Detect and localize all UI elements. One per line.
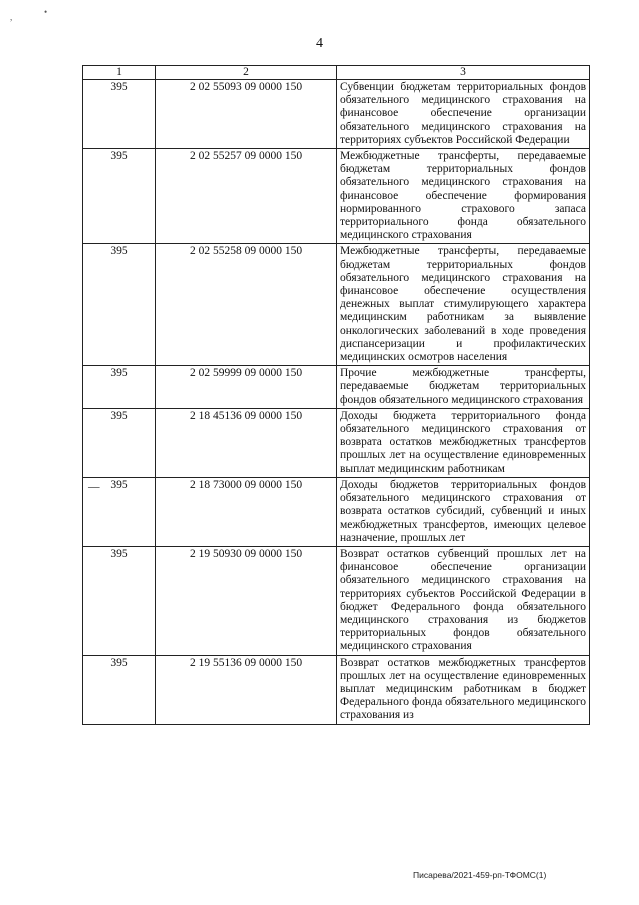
table-row [83, 366, 590, 409]
admin-code-cell [83, 244, 156, 366]
budget-classification-code: 2 18 73000 09 0000 150 [156, 477, 337, 546]
column-header: 1 [83, 66, 156, 80]
revenue-description: Возврат остатков межбюджетных трансфертов прошлых лет на осуществление единовременных выплат медицинским работникам в бюджет Федерального фонда обязательного медицинского страхования из [337, 655, 590, 724]
revenue-description: Субвенции бюджетам территориальных фондов обязательного медицинского страхования на финансовое обеспечение организации обязательного медицинского страхования на территориях субъектов Российской Федерации [337, 80, 590, 149]
column-header: 3 [337, 66, 590, 80]
table-header-row [83, 66, 590, 80]
table-row [83, 244, 590, 366]
budget-classification-code: 2 19 50930 09 0000 150 [156, 546, 337, 655]
admin-code-cell [83, 80, 156, 149]
admin-code-cell [83, 366, 156, 409]
admin-code: 395 [110, 409, 128, 422]
admin-code: 395 [110, 547, 128, 560]
budget-classification-code: 2 02 55258 09 0000 150 [156, 244, 337, 366]
table-row [83, 408, 590, 477]
table-row [83, 655, 590, 724]
scan-mark: , [10, 12, 13, 22]
table-row [83, 149, 590, 244]
budget-codes-table [82, 65, 590, 725]
admin-code: 395 [110, 367, 128, 380]
column-header: 2 [156, 66, 337, 80]
admin-code-cell [83, 546, 156, 655]
scan-mark: • [44, 7, 48, 17]
revenue-description: Межбюджетные трансферты, передаваемые бюджетам территориальных фондов обязательного медицинского страхования на финансовое обеспечение осуществления денежных выплат стимулирующего характера медицинским работникам за выявление онкологических заболеваний в ходе проведения диспансеризации и профилактических медицинских осмотров населения [337, 244, 590, 366]
revenue-description: Возврат остатков субвенций прошлых лет на финансовое обеспечение организации обязательного медицинского страхования на территориях субъектов Российской Федерации в бюджет Федерального фонда обязательного медицинского страхования из бюджетов территориальных фондов обязательного медицинского страхования [337, 546, 590, 655]
revenue-description: Межбюджетные трансферты, передаваемые бюджетам территориальных фондов обязательного медицинского страхования на финансовое обеспечение формирования нормированного страхового запаса территориального фонда обязательного медицинского страхования [337, 149, 590, 244]
margin-dash: — [88, 480, 100, 493]
admin-code-cell [83, 655, 156, 724]
table-row [83, 477, 590, 546]
budget-classification-code: 2 02 55093 09 0000 150 [156, 80, 337, 149]
document-footer: Писарева/2021-459-рп-ТФОМС(1) [413, 870, 547, 880]
admin-code-cell [83, 477, 156, 546]
admin-code: 395 [110, 245, 128, 258]
revenue-description: Прочие межбюджетные трансферты, передаваемые бюджетам территориальных фондов обязательного медицинского страхования [337, 366, 590, 409]
budget-classification-code: 2 02 59999 09 0000 150 [156, 366, 337, 409]
revenue-description: Доходы бюджета территориального фонда обязательного медицинского страхования от возврата остатков межбюджетных трансфертов прошлых лет на осуществление единовременных выплат медицинским работникам [337, 408, 590, 477]
page-number: 4 [316, 36, 323, 51]
table-row [83, 80, 590, 149]
budget-classification-code: 2 02 55257 09 0000 150 [156, 149, 337, 244]
table-row [83, 546, 590, 655]
table-body [83, 80, 590, 725]
budget-classification-code: 2 18 45136 09 0000 150 [156, 408, 337, 477]
budget-classification-code: 2 19 55136 09 0000 150 [156, 655, 337, 724]
admin-code: 395 [110, 478, 128, 491]
revenue-description: Доходы бюджетов территориальных фондов обязательного медицинского страхования от возврата остатков субсидий, субвенций и иных межбюджетных трансфертов, имеющих целевое назначение, прошлых лет [337, 477, 590, 546]
admin-code: 395 [110, 81, 128, 93]
admin-code-cell [83, 408, 156, 477]
admin-code: 395 [110, 150, 128, 163]
admin-code-cell [83, 149, 156, 244]
admin-code: 395 [110, 656, 128, 669]
